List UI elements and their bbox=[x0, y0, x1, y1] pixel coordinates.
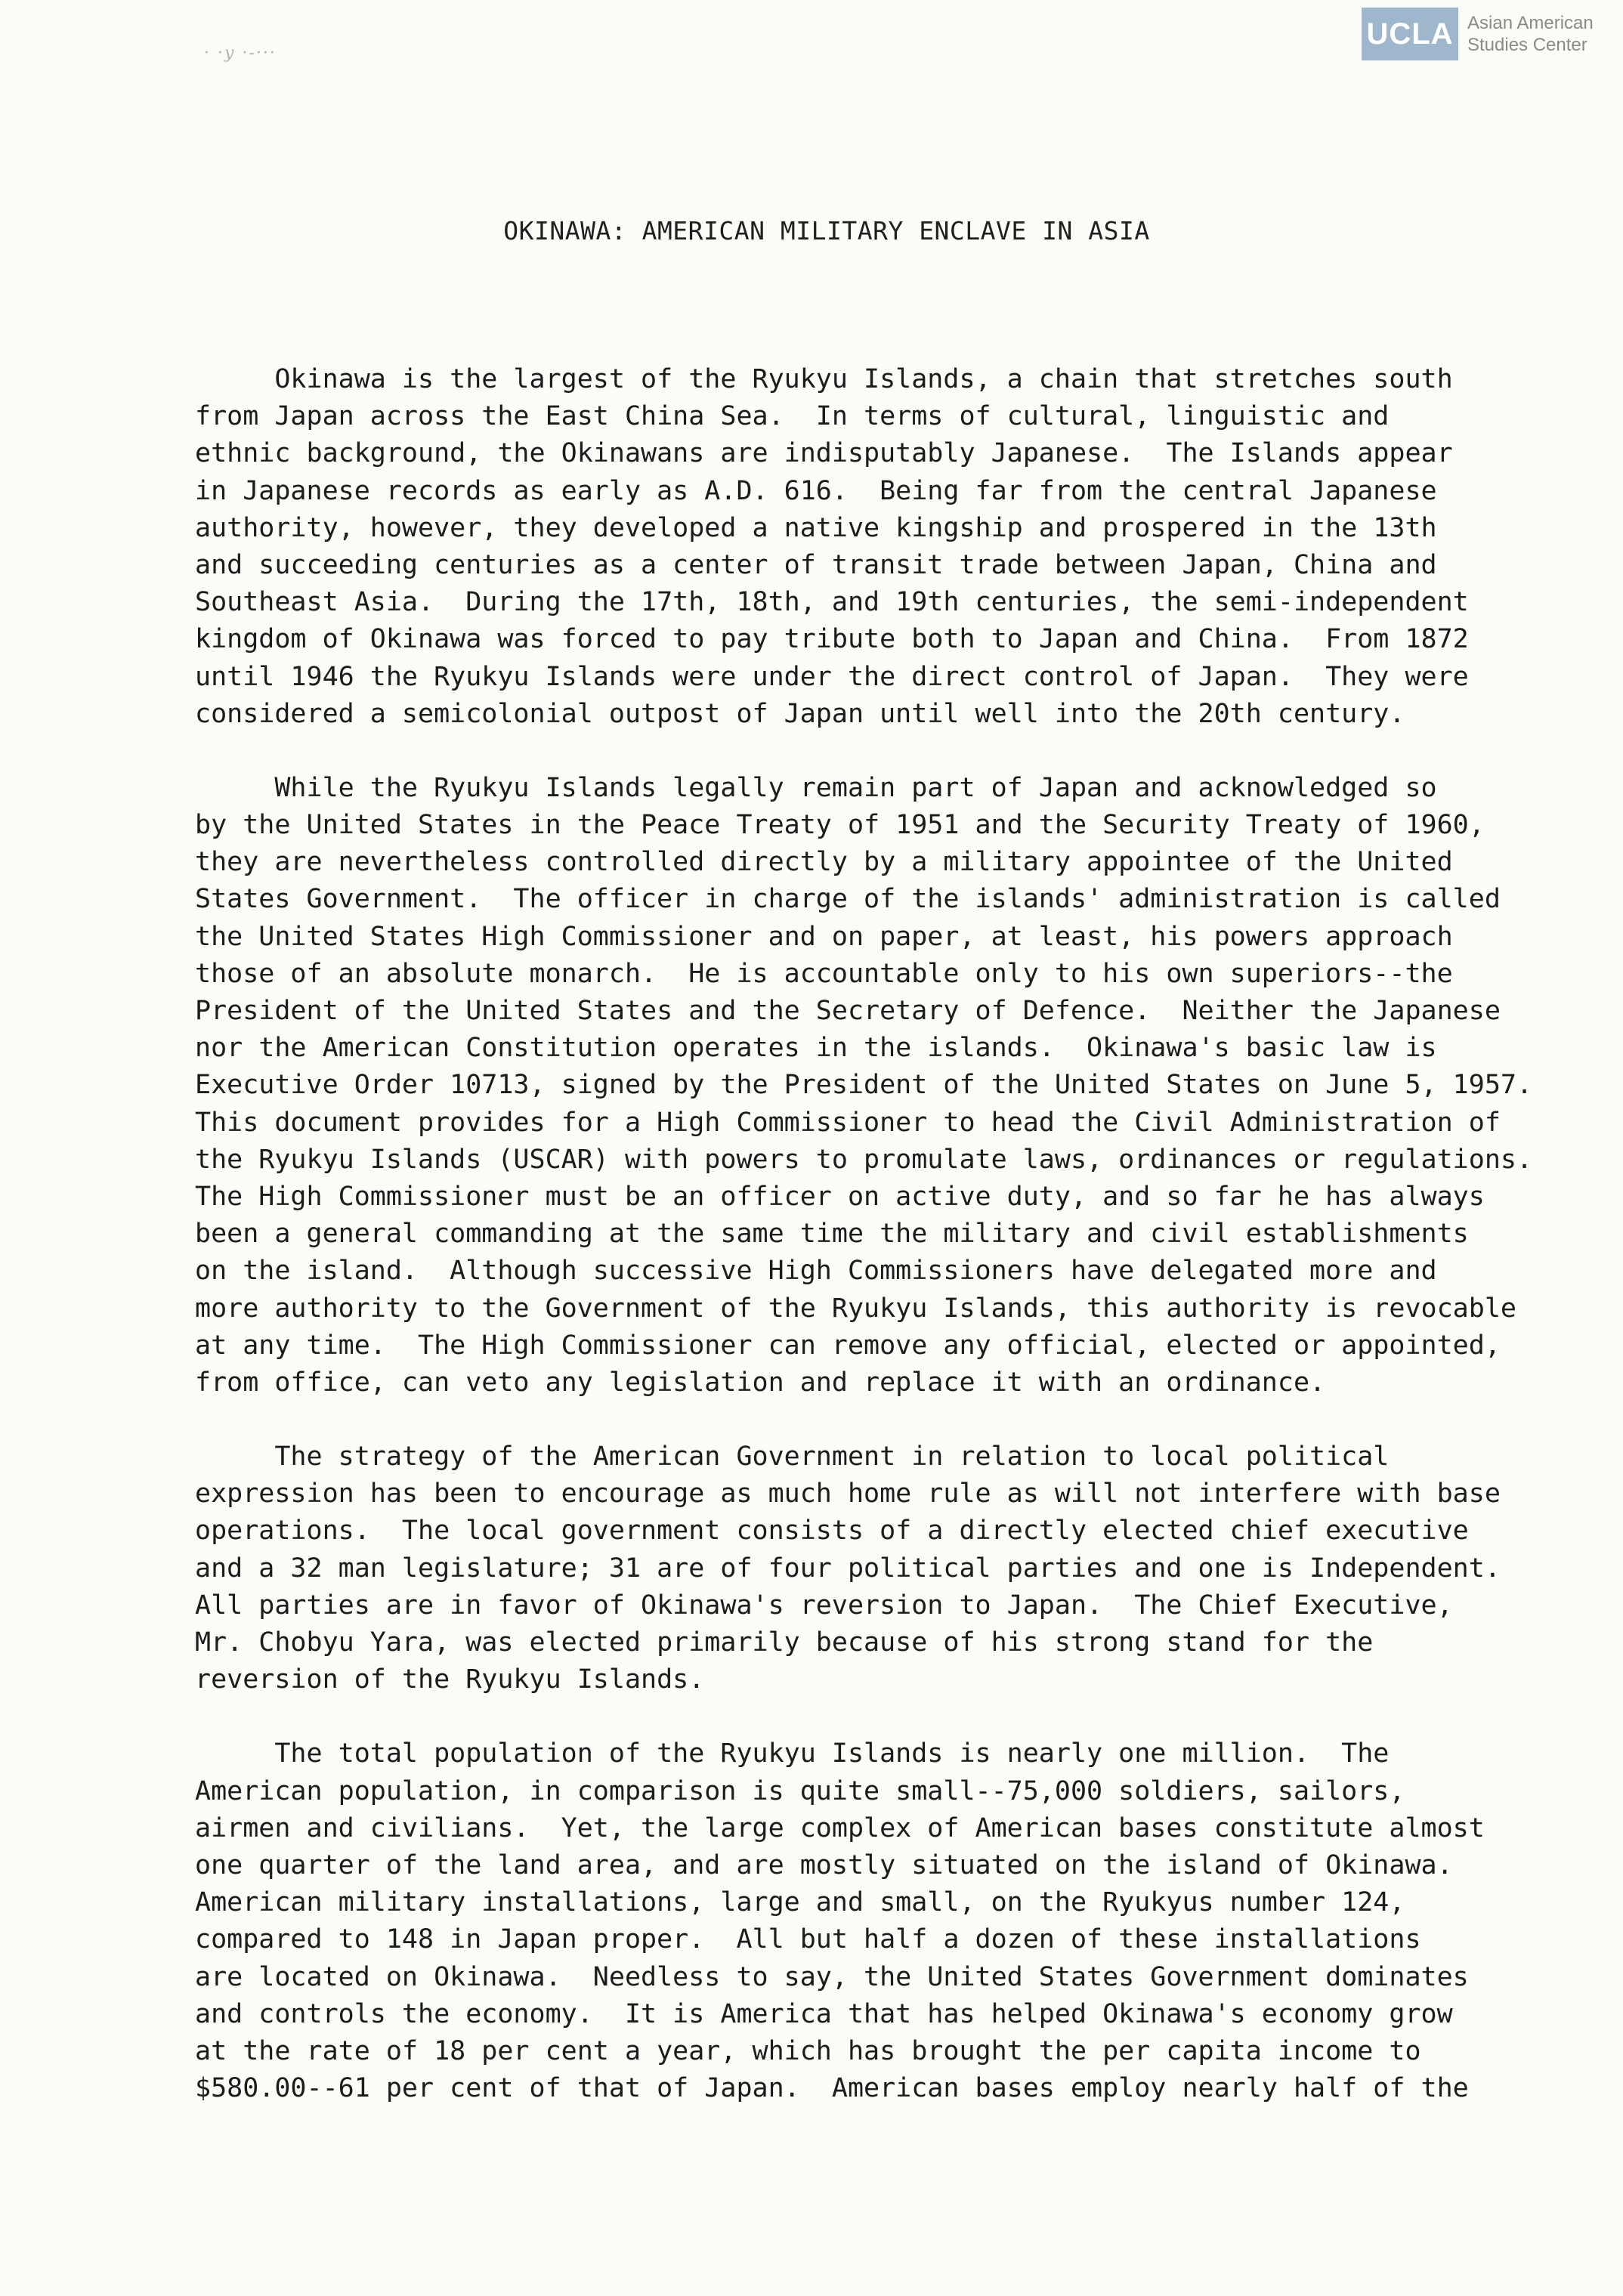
text-line: considered a semicolonial outpost of Japan until well into the 20th century. bbox=[195, 698, 1405, 729]
org-name bbox=[1467, 12, 1594, 56]
ucla-logo: UCLA bbox=[1362, 8, 1458, 60]
text-line: at the rate of 18 per cent a year, which has brought the per capita income to bbox=[195, 2035, 1421, 2066]
text-line: Okinawa is the largest of the Ryukyu Islands, a chain that stretches south bbox=[195, 364, 1453, 394]
text-line: reversion of the Ryukyu Islands. bbox=[195, 1664, 705, 1695]
org-name-line1: Asian American bbox=[1467, 13, 1594, 33]
text-line: The High Commissioner must be an officer on active duty, and so far he has always bbox=[195, 1181, 1485, 1212]
text-line: Executive Order 10713, signed by the President of the United States on June 5, 1957. bbox=[195, 1070, 1533, 1101]
text-line: President of the United States and the Secretary of Defence. Neither the Japanese bbox=[195, 996, 1501, 1026]
document-body bbox=[195, 361, 1532, 2144]
text-line: and succeeding centuries as a center of transit trade between Japan, China and bbox=[195, 549, 1437, 580]
text-line: are located on Okinawa. Needless to say, the United States Government dominates bbox=[195, 1961, 1469, 1992]
ucla-aasc-badge bbox=[1362, 8, 1594, 60]
org-name-line2: Studies Center bbox=[1467, 35, 1587, 55]
text-line: ethnic background, the Okinawans are indisputably Japanese. The Islands appear bbox=[195, 438, 1453, 469]
text-line: This document provides for a High Commissioner to head the Civil Administration of bbox=[195, 1107, 1501, 1138]
text-line: airmen and civilians. Yet, the large complex of American bases constitute almost bbox=[195, 1812, 1485, 1843]
text-line: been a general commanding at the same time the military and civil establishments bbox=[195, 1219, 1469, 1250]
text-line: the Ryukyu Islands (USCAR) with powers to promulate laws, ordinances or regulations. bbox=[195, 1144, 1533, 1175]
paragraph bbox=[195, 1438, 1532, 1698]
pencil-annotation: · ·y ·-··· bbox=[204, 44, 277, 63]
text-line: one quarter of the land area, and are mostly situated on the island of Okinawa. bbox=[195, 1849, 1453, 1880]
text-line: operations. The local government consists of a directly elected chief executive bbox=[195, 1516, 1469, 1547]
text-line: from office, can veto any legislation and replace it with an ordinance. bbox=[195, 1367, 1326, 1398]
text-line: compared to 148 in Japan proper. All but half a dozen of these installations bbox=[195, 1924, 1421, 1955]
document-title: OKINAWA: AMERICAN MILITARY ENCLAVE IN ASIA bbox=[503, 216, 1150, 246]
text-line: Southeast Asia. During the 17th, 18th, and 19th centuries, the semi-independent bbox=[195, 587, 1469, 618]
text-line: States Government. The officer in charge of the islands' administration is called bbox=[195, 884, 1501, 915]
text-line: While the Ryukyu Islands legally remain part of Japan and acknowledged so bbox=[195, 772, 1437, 803]
text-line: authority, however, they developed a native kingship and prospered in the 13th bbox=[195, 512, 1437, 543]
text-line: the United States High Commissioner and on paper, at least, his powers approach bbox=[195, 921, 1453, 952]
text-line: those of an absolute monarch. He is accountable only to his own superiors--the bbox=[195, 958, 1453, 989]
text-line: All parties are in favor of Okinawa's reversion to Japan. The Chief Executive, bbox=[195, 1590, 1453, 1621]
text-line: at any time. The High Commissioner can remove any official, elected or appointed, bbox=[195, 1330, 1501, 1361]
text-line: Mr. Chobyu Yara, was elected primarily because of his strong stand for the bbox=[195, 1627, 1374, 1658]
text-line: they are nevertheless controlled directly by a military appointee of the United bbox=[195, 847, 1453, 878]
paragraph bbox=[195, 770, 1532, 1401]
text-line: The total population of the Ryukyu Islands is nearly one million. The bbox=[195, 1738, 1390, 1769]
text-line: and controls the economy. It is America that has helped Okinawa's economy grow bbox=[195, 1998, 1453, 2029]
text-line: kingdom of Okinawa was forced to pay tribute both to Japan and China. From 1872 bbox=[195, 624, 1469, 655]
text-line: more authority to the Government of the Ryukyu Islands, this authority is revocable bbox=[195, 1293, 1516, 1324]
text-line: and a 32 man legislature; 31 are of four political parties and one is Independent. bbox=[195, 1553, 1501, 1584]
text-line: American population, in comparison is quite small--75,000 soldiers, sailors, bbox=[195, 1775, 1405, 1806]
text-line: The strategy of the American Government in relation to local political bbox=[195, 1442, 1390, 1472]
text-line: nor the American Constitution operates in the islands. Okinawa's basic law is bbox=[195, 1033, 1437, 1064]
paragraph bbox=[195, 361, 1532, 733]
text-line: in Japanese records as early as A.D. 616. Being far from the central Japanese bbox=[195, 475, 1437, 506]
text-line: by the United States in the Peace Treaty of 1951 and the Security Treaty of 1960, bbox=[195, 810, 1485, 841]
text-line: American military installations, large and small, on the Ryukyus number 124, bbox=[195, 1887, 1405, 1918]
text-line: from Japan across the East China Sea. In terms of cultural, linguistic and bbox=[195, 401, 1390, 432]
text-line: expression has been to encourage as much home rule as will not interfere with base bbox=[195, 1479, 1501, 1510]
text-line: on the island. Although successive High Commissioners have delegated more and bbox=[195, 1256, 1437, 1287]
text-line: until 1946 the Ryukyu Islands were under the direct control of Japan. They were bbox=[195, 661, 1469, 692]
paragraph bbox=[195, 1735, 1532, 2107]
text-line: $580.00--61 per cent of that of Japan. American bases employ nearly half of the bbox=[195, 2073, 1469, 2104]
